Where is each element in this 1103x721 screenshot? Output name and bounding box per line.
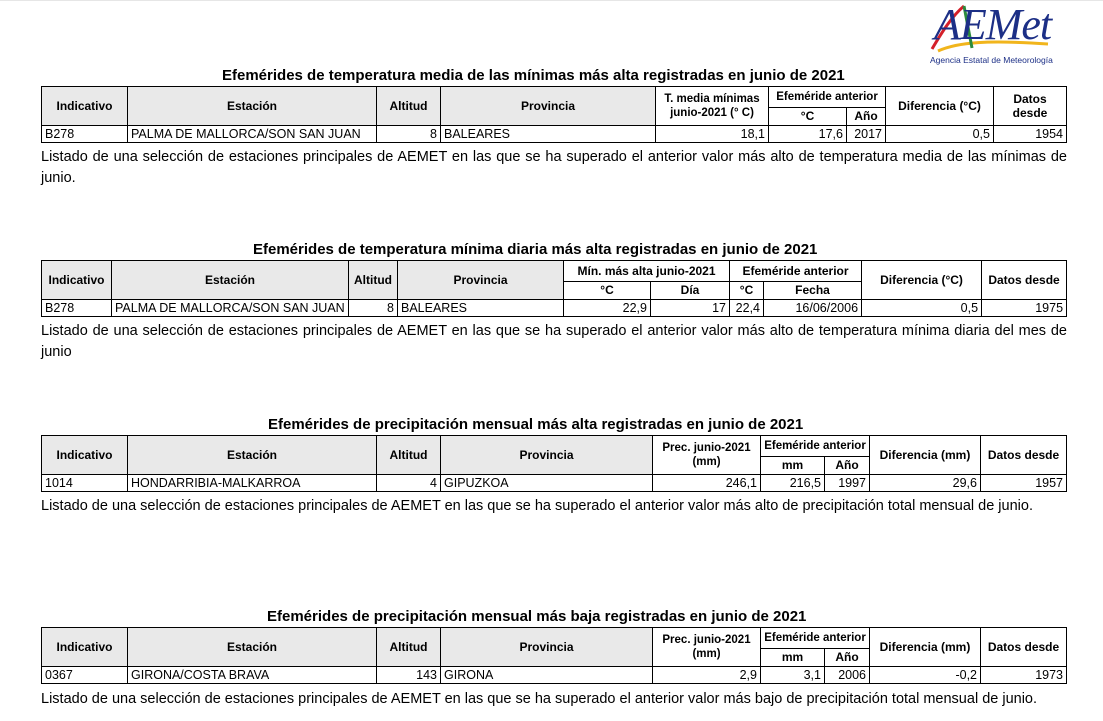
cell-estacion: GIRONA/COSTA BRAVA — [128, 667, 377, 684]
table-row — [42, 300, 1067, 317]
section-1-table — [41, 86, 1067, 143]
cell-ef1: 17,6 — [769, 126, 847, 143]
section-3-table — [41, 435, 1067, 492]
header-altitud: Altitud — [377, 87, 441, 126]
cell-estacion: PALMA DE MALLORCA/SON SAN JUAN — [112, 300, 349, 317]
header-indicativo: Indicativo — [42, 628, 128, 667]
cell-ef1: 22,4 — [730, 300, 764, 317]
header-altitud: Altitud — [377, 628, 441, 667]
header-efemeride: Efeméride anterior — [761, 436, 870, 457]
cell-altitud: 4 — [377, 475, 441, 492]
header-estacion: Estación — [128, 628, 377, 667]
header-indicativo: Indicativo — [42, 87, 128, 126]
header-provincia: Provincia — [441, 436, 653, 475]
header-estacion: Estación — [128, 436, 377, 475]
logo-subtitle: Agencia Estatal de Meteorología — [930, 55, 1053, 65]
header-ef-sub2: Año — [847, 107, 886, 125]
header-valor: T. media mínimas junio-2021 (° C) — [656, 87, 769, 126]
header-diferencia: Diferencia (mm) — [870, 628, 981, 667]
cell-valor: 246,1 — [653, 475, 761, 492]
section-1-title: Efemérides de temperatura media de las mínimas más alta registradas en junio de 2021 — [222, 67, 845, 84]
section-4-table — [41, 627, 1067, 684]
header-datos: Datos desde — [994, 87, 1067, 126]
logo-wordmark: AEMet — [934, 0, 1052, 49]
header-indicativo: Indicativo — [42, 436, 128, 475]
cell-diferencia: 0,5 — [886, 126, 994, 143]
cell-ef2: 2006 — [825, 667, 870, 684]
cell-ef2: 1997 — [825, 475, 870, 492]
cell-provincia: BALEARES — [441, 126, 656, 143]
section-3-note: Listado de una selección de estaciones principales de AEMET en las que se ha superado el anterior valor más alto de precipitación total mensual de junio. — [41, 498, 1033, 514]
cell-indicativo: 1014 — [42, 475, 128, 492]
header-diferencia: Diferencia (°C) — [862, 261, 982, 300]
cell-indicativo: B278 — [42, 126, 128, 143]
header-ef-sub2: Año — [825, 648, 870, 666]
cell-indicativo: 0367 — [42, 667, 128, 684]
cell-ef1: 216,5 — [761, 475, 825, 492]
header-altitud: Altitud — [377, 436, 441, 475]
cell-provincia: GIRONA — [441, 667, 653, 684]
header-ef-sub1: °C — [730, 281, 764, 299]
cell-datos: 1975 — [982, 300, 1067, 317]
cell-datos: 1954 — [994, 126, 1067, 143]
cell-ef2: 16/06/2006 — [764, 300, 862, 317]
section-1-note: Listado de una selección de estaciones principales de AEMET en las que se ha superado el anterior valor más alto de temperatura media de las mínimas de junio. — [41, 149, 1067, 186]
header-datos: Datos desde — [981, 628, 1067, 667]
header-valor: Prec. junio-2021 (mm) — [653, 436, 761, 475]
section-4-title: Efemérides de precipitación mensual más baja registradas en junio de 2021 — [267, 608, 807, 625]
cell-estacion: HONDARRIBIA-MALKARROA — [128, 475, 377, 492]
section-2-table — [41, 260, 1067, 317]
header-efemeride: Efeméride anterior — [761, 628, 870, 649]
header-ef-sub2: Fecha — [764, 281, 862, 299]
header-indicativo: Indicativo — [42, 261, 112, 300]
header-estacion: Estación — [112, 261, 349, 300]
cell-valor: 2,9 — [653, 667, 761, 684]
section-3-title: Efemérides de precipitación mensual más alta registradas en junio de 2021 — [268, 416, 804, 433]
header-altitud: Altitud — [349, 261, 398, 300]
header-estacion: Estación — [128, 87, 377, 126]
cell-provincia: BALEARES — [398, 300, 564, 317]
cell-estacion: PALMA DE MALLORCA/SON SAN JUAN — [128, 126, 377, 143]
header-valor: Mín. más alta junio-2021 — [564, 261, 730, 282]
header-ef-sub1: mm — [761, 456, 825, 474]
cell-altitud: 143 — [377, 667, 441, 684]
aemet-logo — [928, 2, 1063, 66]
header-valor-sub1: °C — [564, 281, 651, 299]
header-ef-sub1: mm — [761, 648, 825, 666]
cell-valor: 18,1 — [656, 126, 769, 143]
header-valor: Prec. junio-2021 (mm) — [653, 628, 761, 667]
section-2-note: Listado de una selección de estaciones principales de AEMET en las que se ha superado el anterior valor más alto de temperatura mínima diaria del mes de junio — [41, 323, 1067, 360]
header-ef-sub2: Año — [825, 456, 870, 474]
cell-ef2: 2017 — [847, 126, 886, 143]
cell-valor: 22,9 — [564, 300, 651, 317]
table-row — [42, 126, 1067, 143]
cell-dia: 17 — [651, 300, 730, 317]
cell-indicativo: B278 — [42, 300, 112, 317]
header-valor-sub2: Día — [651, 281, 730, 299]
header-efemeride: Efeméride anterior — [769, 87, 886, 108]
header-ef-sub1: °C — [769, 107, 847, 125]
header-provincia: Provincia — [441, 87, 656, 126]
cell-altitud: 8 — [349, 300, 398, 317]
section-2-title: Efemérides de temperatura mínima diaria más alta registradas en junio de 2021 — [253, 241, 818, 258]
header-efemeride: Efeméride anterior — [730, 261, 862, 282]
cell-diferencia: 29,6 — [870, 475, 981, 492]
header-diferencia: Diferencia (°C) — [886, 87, 994, 126]
table-row — [42, 667, 1067, 684]
cell-datos: 1957 — [981, 475, 1067, 492]
header-diferencia: Diferencia (mm) — [870, 436, 981, 475]
cell-diferencia: 0,5 — [862, 300, 982, 317]
cell-altitud: 8 — [377, 126, 441, 143]
section-4-note: Listado de una selección de estaciones principales de AEMET en las que se ha superado el anterior valor más bajo de precipitación total mensual de junio. — [41, 691, 1038, 707]
cell-ef1: 3,1 — [761, 667, 825, 684]
header-datos: Datos desde — [982, 261, 1067, 300]
header-datos: Datos desde — [981, 436, 1067, 475]
cell-diferencia: -0,2 — [870, 667, 981, 684]
cell-provincia: GIPUZKOA — [441, 475, 653, 492]
header-provincia: Provincia — [441, 628, 653, 667]
header-provincia: Provincia — [398, 261, 564, 300]
cell-datos: 1973 — [981, 667, 1067, 684]
table-row — [42, 475, 1067, 492]
